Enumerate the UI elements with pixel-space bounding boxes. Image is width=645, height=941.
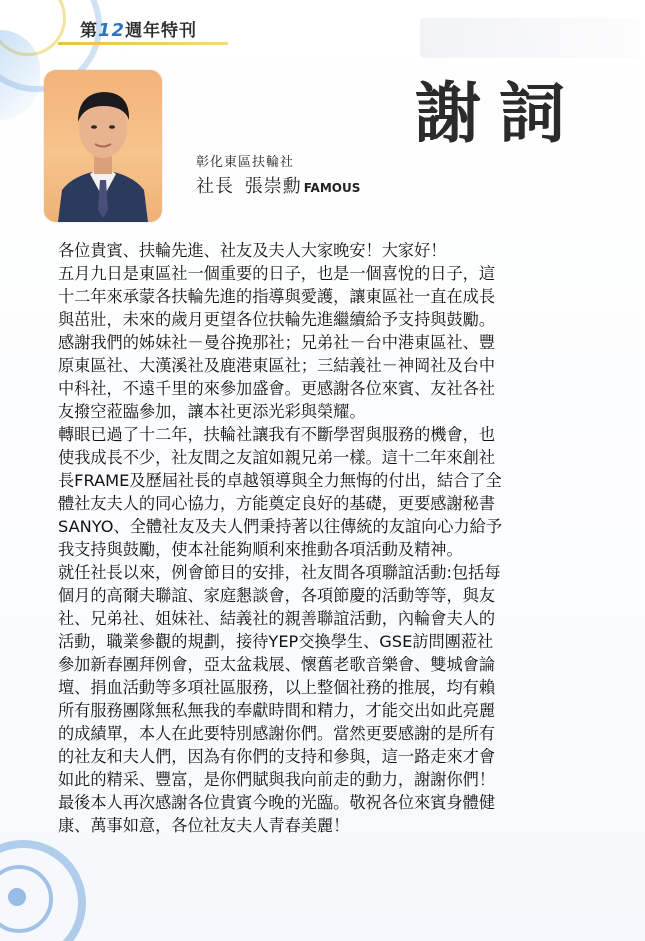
speech-body [58,239,630,837]
body-line: 我支持與鼓勵，使本社能夠順利來推動各項活動及精神。 [58,540,463,559]
body-line: 活動，職業參觀的規劃，接待YEP交換學生、GSE訪問團蒞社 [58,632,494,651]
body-line: SANYO、全體社友及夫人們秉持著以往傳統的友誼向心力給予 [58,517,502,536]
body-line: 參加新春團拜例會，亞太盆栽展、懷舊老歌音樂會、雙城會論 [58,655,496,674]
body-line: 友撥空蒞臨參加，讓本社更添光彩與榮耀。 [58,402,366,421]
body-line: 所有服務團隊無私無我的奉獻時間和精力，才能交出如此亮麗 [58,701,496,720]
body-line: 與茁壯，未來的歲月更望各位扶輪先進繼續給予支持與鼓勵。 [58,310,496,329]
body-line: 壇、捐血活動等多項社區服務，以上整個社務的推展，均有賴 [58,678,496,697]
body-line: 長FRAME及歷屆社長的卓越領導與全力無悔的付出，結合了全 [58,471,502,490]
author-nickname: FAMOUS [303,181,361,195]
left-eye [91,125,97,129]
issue-header [58,12,238,46]
page-title: 謝詞 [415,74,583,152]
issue-number: 12 [98,20,126,41]
right-eye [109,125,115,129]
faded-background-strip [420,18,640,58]
body-line: 轉眼已過了十二年，扶輪社讓我有不斷學習與服務的機會，也 [58,425,496,444]
body-line: 如此的精采、豐富，是你們賦與我向前走的動力，謝謝你們！ [58,770,496,789]
body-line: 各位貴賓、扶輪先進、社友及夫人大家晚安！大家好！ [58,241,447,260]
body-line: 五月九日是東區社一個重要的日子，也是一個喜悅的日子，這 [58,264,496,283]
body-line: 體社友夫人的同心協力，方能奠定良好的基礎，更要感謝秘書 [58,494,496,513]
author-portrait [44,70,162,222]
body-line: 使我成長不少，社友間之友誼如親兄弟一樣。這十二年來創社 [58,448,496,467]
body-line: 就任社長以來，例會節目的安排，社友間各項聯誼活動:包括每 [58,563,501,582]
body-line: 感謝我們的姊妹社－曼谷挽那社；兄弟社－台中港東區社、豐 [58,333,496,352]
portrait-illustration [44,70,162,222]
issue-label [80,16,197,41]
author-signature [196,172,360,198]
body-line: 十二年來承蒙各扶輪先進的指導與愛護，讓東區社一直在成長 [58,287,496,306]
body-line: 原東區社、大漢溪社及鹿港東區社；三結義社－神岡社及台中 [58,356,496,375]
body-line: 最後本人再次感謝各位貴賓今晚的光臨。敬祝各位來賓身體健 [58,793,496,812]
author-position: 社長 [196,176,234,197]
body-line: 中科社，不遠千里的來參加盛會。更感謝各位來賓、友社各社 [58,379,496,398]
body-line: 康、萬事如意，各位社友夫人青春美麗！ [58,816,350,835]
author-club: 彰化東區扶輪社 [196,155,295,170]
body-line: 的社友和夫人們，因為有你們的支持和參與，這一路走來才會 [58,747,496,766]
author-name: 張崇勳 [244,176,302,197]
decorative-dot-bottom-left [8,888,26,906]
body-line: 個月的高爾夫聯誼、家庭懇談會，各項節慶的活動等等，與友 [58,586,496,605]
issue-prefix: 第 [80,21,98,41]
body-line: 社、兄弟社、姐妹社、結義社的親善聯誼活動，內輪會夫人的 [58,609,496,628]
issue-suffix: 週年特刊 [125,21,198,41]
issue-underline [58,42,228,45]
body-line: 的成績單，本人在此要特別感謝你們。當然更要感謝的是所有 [58,724,496,743]
